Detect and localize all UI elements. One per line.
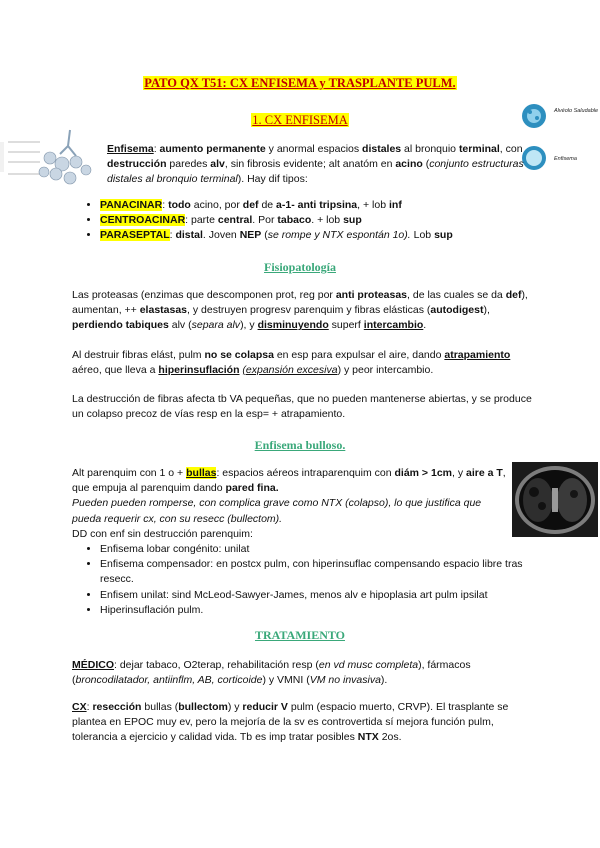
tratamiento-cx-paragraph: CX: resección bullas (bullectom) y reducir V pulm (espacio muerto, CRVP). El trasplante se plantea en EPOC muy ev, pero la mejoría de la sv es controvertida sí mejora función pulm, tolerancia a ejercicio y calidad vida. Tb es imp tratar posibles NTX 2os. <box>72 701 509 744</box>
list-item: • PANACINAR: todo acino, por def de a-1- anti tripsina, + lob inf <box>100 198 532 213</box>
bronchial-tree-figure <box>0 128 102 188</box>
list-item: • Enfisema compensador: en postcx pulm, con hiperinsuflac compensando espacio libre tras resecc. <box>100 557 532 587</box>
heading-fisiopatologia: Fisiopatología <box>263 260 336 274</box>
bulloso-paragraph: Alt parenquim con 1 o + bullas: espacios aéreos intraparenquim con diám > 1cm, y aire a T, que empuja al parenquim dando pared fina. Pueden pueden romperse, con complica grave como NTX (colapso), lo que justifica que pueda requerir cx, con su resecc (bullectom). DD con enf sin destrucción parenquim: <box>72 467 506 540</box>
section-heading-cx-enfisema: 1. CX ENFISEMA <box>252 113 348 127</box>
list-item: • Enfisem unilat: sind McLeod-Sawyer-James, menos alv e hipoplasia art pulm ipsilat <box>100 588 532 603</box>
list-item: • Enfisema lobar congénito: unilat <box>100 542 532 557</box>
definition-paragraph: Enfisema: aumento permanente y anormal espacios distales al bronquio terminal, con destrucción paredes alv, sin fibrosis evidente; alt anatóm en acino (conjunto estructuras distales al bronquio terminal). Hay dif tipos: <box>107 143 524 186</box>
alveolo-label: Alvéolo Saludable <box>554 108 599 114</box>
list-item: • Hiperinsuflación pulm. <box>100 603 532 618</box>
enfisema-label: Enfisema <box>554 156 577 162</box>
chest-ct-image <box>512 462 598 537</box>
dd-list <box>72 542 532 618</box>
list-item: • CENTROACINAR: parte central. Por tabaco. + lob sup <box>100 213 532 228</box>
heading-enfisema-bulloso: Enfisema bulloso. <box>254 438 346 452</box>
alveolus-comparison-figure <box>520 98 599 180</box>
heading-tratamiento: TRATAMIENTO <box>254 628 345 642</box>
fisiopatologia-paragraph-1: Las proteasas (enzimas que descomponen prot, reg por anti proteasas, de las cuales se da def), aumentan, ++ elastasas, y destruyen progresv parenquim y fibras elásticas (autodigest), perdiendo tabiques alv (separa alv), y disminuyendo superf intercambio. <box>72 289 528 332</box>
fisiopatologia-paragraph-2: Al destruir fibras elást, pulm no se colapsa en esp para expulsar el aire, dando atrapamiento aéreo, que lleva a hiperinsuflación (expansión excesiva) y peor intercambio. <box>72 349 511 377</box>
tratamiento-medico-paragraph: MÉDICO: dejar tabaco, O2terap, rehabilitación resp (en vd musc completa), fármacos (broncodilatador, antiinflm, AB, corticoide) y VMNI (VM no invasiva). <box>72 659 471 687</box>
list-item: • PARASEPTAL: distal. Joven NEP (se rompe y NTX espontán 1o). Lob sup <box>100 228 532 243</box>
page-title: PATO QX T51: CX ENFISEMA y TRASPLANTE PULM. <box>144 76 456 90</box>
fisiopatologia-paragraph-3: La destrucción de fibras afecta tb VA pequeñas, que no pueden mantenerse abiertas, y se produce un colapso precoz de vías resp en la esp= + atrapamiento. <box>72 393 532 421</box>
emphysema-types-list <box>72 198 532 244</box>
healthy-alveolus-icon <box>522 104 546 128</box>
